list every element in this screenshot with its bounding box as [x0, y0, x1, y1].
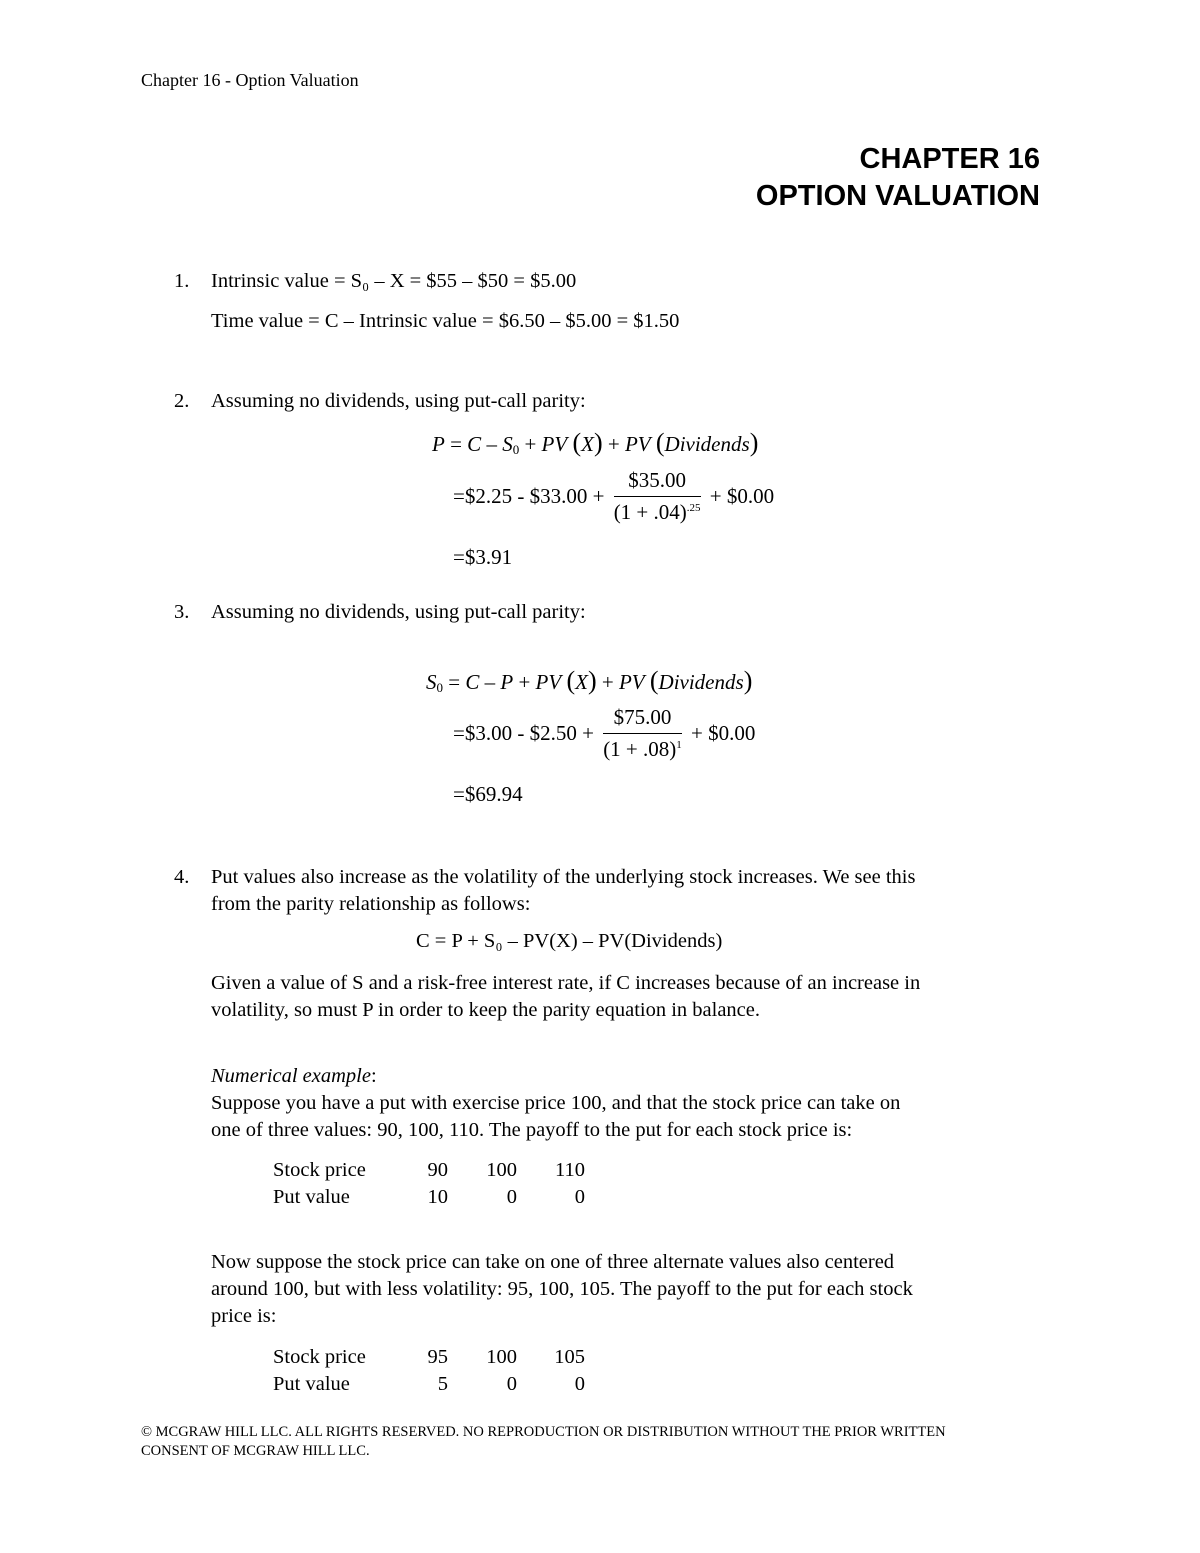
chapter-number: CHAPTER 16	[859, 143, 1040, 175]
q1-number: 1.	[174, 270, 190, 292]
table-row: Stock price 95 100 105	[273, 1346, 585, 1368]
q4-para3-line2: one of three values: 90, 100, 110. The payoff to the put for each stock price is:	[211, 1119, 853, 1141]
q2-fraction: $\frac{\$35.00}{(1 + .04)^{.25}}$	[613, 468, 701, 524]
q2-intro: Assuming no dividends, using put-call parity:	[211, 390, 586, 412]
table-row: Put value 5 0 0	[273, 1373, 585, 1395]
q4-para4-line2: around 100, but with less volatility: 95, 100, 105. The payoff to the put for each stock	[211, 1278, 913, 1300]
q3-result: =$69.94	[453, 782, 523, 806]
q2-result: =$3.91	[453, 545, 513, 569]
q3-intro: Assuming no dividends, using put-call parity:	[211, 601, 586, 623]
q4-para2-line1: Given a value of S and a risk-free interest rate, if C increases because of an increase in	[211, 972, 921, 994]
q1-time-value: Time value = C – Intrinsic value = $6.50 – $5.00 = $1.50	[211, 310, 680, 332]
q3-substitution: =$3.00 - $2.50 + $\frac{\$75.00}{(1 + .08)^1}$ + $0.00	[453, 705, 756, 761]
q1-intrinsic-value: Intrinsic value = S₀ – X = $55 – $50 = $5.00	[211, 270, 577, 292]
q4-example-heading: Numerical example:	[211, 1065, 377, 1087]
q4-number: 4.	[174, 866, 190, 888]
payoff-table-high-volatility	[273, 1157, 585, 1211]
q4-para4-line3: price is:	[211, 1305, 277, 1327]
chapter-title: OPTION VALUATION	[755, 180, 1040, 212]
q3-fraction: $\frac{\$75.00}{(1 + .08)^1}$	[603, 705, 682, 761]
q2-substitution: =$2.25 - $33.00 + $\frac{\$35.00}{(1 + .04)^{.25}}$ + $0.00	[453, 468, 775, 524]
q2-parity-formula: $P = C - S_0$ + PV (X) + PV (Dividends)	[432, 428, 759, 457]
q4-para2-line2: volatility, so must P in order to keep the parity equation in balance.	[211, 999, 761, 1021]
q4-para4-line1: Now suppose the stock price can take on one of three alternate values also centered	[211, 1251, 895, 1273]
table-row: Stock price 90 100 110	[273, 1159, 585, 1181]
q3-number: 3.	[174, 601, 190, 623]
q4-para1-line2: from the parity relationship as follows:	[211, 893, 531, 915]
q4-para3-line1: Suppose you have a put with exercise price 100, and that the stock price can take on	[211, 1092, 901, 1114]
table-row: Put value 10 0 0	[273, 1186, 585, 1208]
running-header: Chapter 16 - Option Valuation	[141, 70, 359, 90]
q2-number: 2.	[174, 390, 190, 412]
q4-parity-equation: C = P + S₀ – PV(X) – PV(Dividends)	[416, 930, 723, 952]
q4-para1-line1: Put values also increase as the volatility of the underlying stock increases. We see this	[211, 866, 916, 888]
copyright-footer: © MCGRAW HILL LLC. ALL RIGHTS RESERVED. NO REPRODUCTION OR DISTRIBUTION WITHOUT THE PRIOR WRITTEN CONSENT OF MCGRAW HILL LLC.	[141, 1424, 946, 1459]
q3-parity-formula: $S_0 = C - P$ + PV (X) + PV (Dividends)	[426, 666, 753, 695]
payoff-table-low-volatility	[273, 1344, 585, 1398]
